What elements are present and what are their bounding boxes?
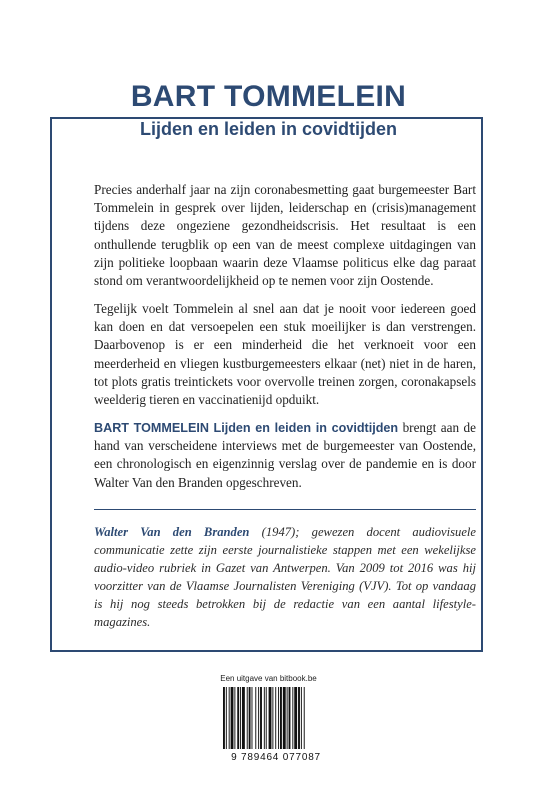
inline-book-title: Lijden en leiden in covidtijden (213, 421, 399, 435)
blurb-paragraph-2: Tegelijk voelt Tommelein al snel aan dat je nooit voor iedereen goed kan doen en dat versoepelen een stuk moeilijker is dan verstrengen. Daarbovenop is er een minderheid die het verknoeit voor een meerderheid en vliegen kustburgemeesters elkaar (net) niet in de haren, tot plots gratis treintickets voor overvolle treinen zorgen, coronakapsels weelderig tieren en vaccinatienijd opduikt. (94, 301, 476, 408)
writer-bio (94, 523, 476, 631)
book-author-title: BART TOMMELEIN (130, 80, 407, 113)
paragraph-3-text: brengt aan de hand van verscheidene interviews met de burgemeester van Oostende, een chronologisch en eigenzinnig verslag over de pandemie en is door Walter Van den Branden opgeschreven. (94, 420, 476, 490)
isbn-barcode (221, 687, 331, 751)
inline-author-name: BART TOMMELEIN (94, 421, 209, 435)
publisher-line: Een uitgave van bitbook.be (220, 674, 317, 683)
section-divider (94, 509, 476, 510)
blurb-paragraph-3 (94, 419, 476, 492)
bio-text: (1947); gewezen docent audiovisuele communicatie zette zijn eerste journalistieke stappen met een wekelijkse audio-video rubriek in Gazet van Antwerpen. Van 2009 tot 2016 was hij voorzitter van de Vlaamse Journalisten Vereniging (VJV). Tot op vandaag is hij nog steeds betrokken bij de redactie van een aantal lifestyle-magazines. (94, 525, 477, 629)
isbn-number: 9 789464 077087 (231, 752, 321, 763)
bio-writer-name: Walter Van den Branden (94, 525, 250, 539)
book-subtitle: Lijden en leiden in covidtijden (139, 119, 398, 139)
blurb-paragraph-1: Precies anderhalf jaar na zijn coronabesmetting gaat burgemeester Bart Tommelein in gesprek over lijden, leiderschap en (crisis)management tijdens deze ongeziene gezondheidscrisis. Het resultaat is een onthullende terugblik op een van de meest complexe uitdagingen van zijn politieke loopbaan waarin deze Vlaamse politicus elke dag paraat stond om verantwoordelijkheid op te nemen voor zijn Oostende. (94, 182, 476, 289)
